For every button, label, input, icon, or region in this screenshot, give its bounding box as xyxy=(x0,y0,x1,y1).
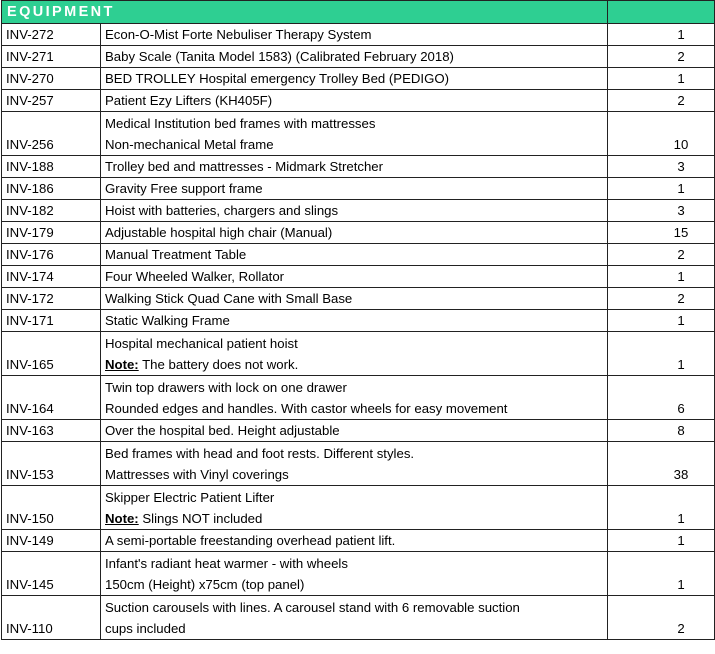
description-line: Gravity Free support frame xyxy=(105,181,263,196)
item-quantity-cell: 1 xyxy=(608,552,715,596)
description-line: Suction carousels with lines. A carousel stand with 6 removable suction xyxy=(105,600,520,615)
note-label: Note: xyxy=(105,357,139,372)
table-row xyxy=(2,442,715,486)
item-description-cell xyxy=(101,46,608,68)
description-line: Rounded edges and handles. With castor wheels for easy movement xyxy=(105,401,508,416)
item-quantity-cell: 1 xyxy=(608,68,715,90)
table-row xyxy=(2,288,715,310)
item-description-cell xyxy=(101,24,608,46)
item-quantity-cell: 2 xyxy=(608,46,715,68)
item-code-cell: INV-171 xyxy=(2,310,101,332)
item-code-cell: INV-271 xyxy=(2,46,101,68)
table-row xyxy=(2,68,715,90)
description-line: Trolley bed and mattresses - Midmark Stretcher xyxy=(105,159,384,174)
item-quantity-cell: 2 xyxy=(608,244,715,266)
item-quantity-cell: 2 xyxy=(608,90,715,112)
item-quantity-cell: 2 xyxy=(608,288,715,310)
table-row xyxy=(2,530,715,552)
description-line: Walking Stick Quad Cane with Small Base xyxy=(105,291,353,306)
table-row xyxy=(2,112,715,156)
item-code-cell: INV-257 xyxy=(2,90,101,112)
description-line: Baby Scale (Tanita Model 1583) (Calibrated February 2018) xyxy=(105,49,454,64)
item-quantity-cell: 38 xyxy=(608,442,715,486)
description-line: Econ-O-Mist Forte Nebuliser Therapy System xyxy=(105,27,372,42)
item-code-cell: INV-153 xyxy=(2,442,101,486)
item-code-cell: INV-164 xyxy=(2,376,101,420)
item-description-cell xyxy=(101,178,608,200)
note-line xyxy=(105,354,603,375)
item-quantity-cell: 1 xyxy=(608,178,715,200)
description-line: Adjustable hospital high chair (Manual) xyxy=(105,225,333,240)
description-line: Four Wheeled Walker, Rollator xyxy=(105,269,285,284)
table-row xyxy=(2,222,715,244)
item-description-cell xyxy=(101,596,608,640)
note-line xyxy=(105,508,603,529)
table-row xyxy=(2,332,715,376)
description-line: A semi-portable freestanding overhead patient lift. xyxy=(105,533,396,548)
item-description-cell xyxy=(101,244,608,266)
table-header-row xyxy=(2,1,715,24)
item-quantity-cell: 10 xyxy=(608,112,715,156)
item-description-cell xyxy=(101,200,608,222)
table-row xyxy=(2,178,715,200)
item-code-cell: INV-163 xyxy=(2,420,101,442)
table-row xyxy=(2,376,715,420)
description-line: 150cm (Height) x75cm (top panel) xyxy=(105,577,305,592)
item-description-cell xyxy=(101,332,608,376)
item-description-cell xyxy=(101,266,608,288)
item-quantity-cell: 1 xyxy=(608,486,715,530)
item-quantity-cell: 1 xyxy=(608,332,715,376)
description-line: Skipper Electric Patient Lifter xyxy=(105,490,275,505)
item-description-cell xyxy=(101,112,608,156)
note-label: Note: xyxy=(105,511,139,526)
table-row xyxy=(2,310,715,332)
description-line: Hospital mechanical patient hoist xyxy=(105,336,298,351)
description-line: Twin top drawers with lock on one drawer xyxy=(105,380,347,395)
item-code-cell: INV-149 xyxy=(2,530,101,552)
item-description-cell xyxy=(101,486,608,530)
item-description-cell xyxy=(101,156,608,178)
item-code-cell: INV-145 xyxy=(2,552,101,596)
item-quantity-cell: 1 xyxy=(608,530,715,552)
item-code-cell: INV-150 xyxy=(2,486,101,530)
item-code-cell: INV-110 xyxy=(2,596,101,640)
table-row xyxy=(2,244,715,266)
item-code-cell: INV-172 xyxy=(2,288,101,310)
table-row xyxy=(2,420,715,442)
table-row xyxy=(2,24,715,46)
description-line: Medical Institution bed frames with mattresses xyxy=(105,116,376,131)
table-row xyxy=(2,200,715,222)
note-text: The battery does not work. xyxy=(138,357,299,372)
item-quantity-cell: 1 xyxy=(608,24,715,46)
item-quantity-cell: 3 xyxy=(608,200,715,222)
description-line: Bed frames with head and foot rests. Different styles. xyxy=(105,446,415,461)
item-description-cell xyxy=(101,552,608,596)
table-row xyxy=(2,266,715,288)
description-line: Patient Ezy Lifters (KH405F) xyxy=(105,93,273,108)
item-code-cell: INV-272 xyxy=(2,24,101,46)
item-description-cell xyxy=(101,442,608,486)
description-line: Infant's radiant heat warmer - with wheels xyxy=(105,556,348,571)
item-code-cell: INV-270 xyxy=(2,68,101,90)
item-quantity-cell: 1 xyxy=(608,266,715,288)
description-line: Manual Treatment Table xyxy=(105,247,247,262)
note-text: Slings NOT included xyxy=(138,511,263,526)
item-quantity-cell: 15 xyxy=(608,222,715,244)
item-code-cell: INV-176 xyxy=(2,244,101,266)
item-description-cell xyxy=(101,530,608,552)
item-description-cell xyxy=(101,90,608,112)
description-line: cups included xyxy=(105,621,186,636)
section-title: EQUIPMENT xyxy=(2,1,608,24)
table-row xyxy=(2,552,715,596)
item-description-cell xyxy=(101,310,608,332)
table-row xyxy=(2,46,715,68)
item-code-cell: INV-256 xyxy=(2,112,101,156)
equipment-table xyxy=(1,0,715,640)
description-line: Over the hospital bed. Height adjustable xyxy=(105,423,340,438)
description-line: Static Walking Frame xyxy=(105,313,230,328)
description-line: Hoist with batteries, chargers and slings xyxy=(105,203,339,218)
item-code-cell: INV-165 xyxy=(2,332,101,376)
description-line: Mattresses with Vinyl coverings xyxy=(105,467,289,482)
item-code-cell: INV-188 xyxy=(2,156,101,178)
item-quantity-cell: 3 xyxy=(608,156,715,178)
item-quantity-cell: 8 xyxy=(608,420,715,442)
item-description-cell xyxy=(101,68,608,90)
item-code-cell: INV-186 xyxy=(2,178,101,200)
table-row xyxy=(2,596,715,640)
item-quantity-cell: 6 xyxy=(608,376,715,420)
item-description-cell xyxy=(101,376,608,420)
item-code-cell: INV-179 xyxy=(2,222,101,244)
item-quantity-cell: 1 xyxy=(608,310,715,332)
item-description-cell xyxy=(101,420,608,442)
table-row xyxy=(2,156,715,178)
description-line: Non-mechanical Metal frame xyxy=(105,137,274,152)
header-qty-cell xyxy=(608,1,715,24)
item-description-cell xyxy=(101,222,608,244)
table-row xyxy=(2,486,715,530)
item-description-cell xyxy=(101,288,608,310)
equipment-table-body xyxy=(2,1,715,640)
description-line: BED TROLLEY Hospital emergency Trolley Bed (PEDIGO) xyxy=(105,71,449,86)
item-code-cell: INV-182 xyxy=(2,200,101,222)
item-code-cell: INV-174 xyxy=(2,266,101,288)
table-row xyxy=(2,90,715,112)
item-quantity-cell: 2 xyxy=(608,596,715,640)
